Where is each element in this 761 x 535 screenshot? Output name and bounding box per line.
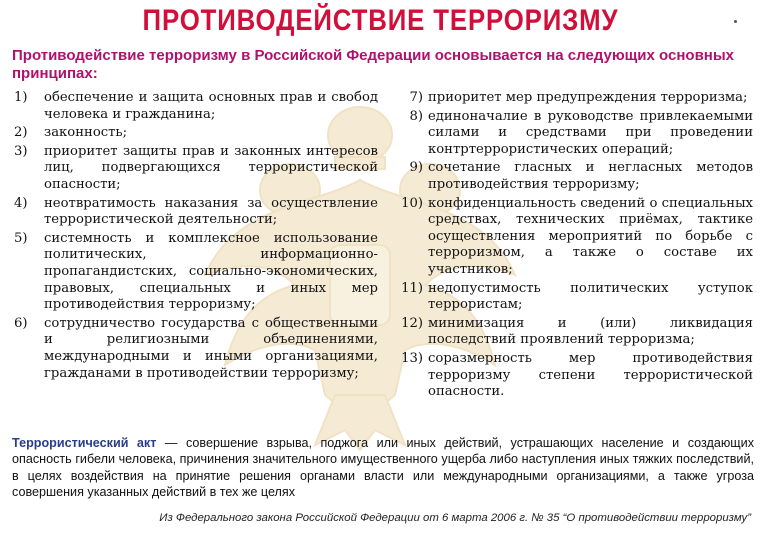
principle-item: [389, 351, 753, 401]
principle-number: 12): [401, 315, 423, 331]
principle-number: 11): [401, 280, 423, 296]
principle-text: недопустимость политических уступок террористам;: [428, 280, 753, 313]
principle-number: 5): [14, 230, 28, 246]
principle-number: 3): [14, 143, 28, 159]
principle-item: [14, 144, 378, 194]
principle-number: 8): [409, 108, 423, 124]
principle-item: [389, 196, 753, 279]
principle-item: [14, 196, 378, 229]
principle-item: [14, 316, 378, 382]
principle-text: единоначалие в руководстве привлекаемыми силами и средствами при проведении контртеррористических операций;: [428, 108, 753, 157]
intro-heading: Противодействие терроризму в Российской Федерации основывается на следующих основных принципах:: [12, 47, 734, 82]
page-title: ПРОТИВОДЕЙСТВИЕ ТЕРРОРИЗМУ: [142, 4, 619, 37]
principles-left-column: [14, 90, 378, 384]
principle-item: [389, 316, 753, 349]
principle-number: 9): [409, 160, 423, 176]
terrorist-act-definition: [12, 435, 754, 500]
principle-item: [389, 109, 753, 159]
principle-number: 2): [14, 125, 28, 141]
definition-text: — совершение взрыва, поджога или иных действий, устрашающих население и создающих опасность гибели человека, причинения значительного имущественного ущерба либо наступления иных тяжких последствий, в целях воздействия на принятие решения органами власти или международными организациями, а также угроза совершения указанных действий в тех же целях: [12, 436, 754, 499]
principle-text: приоритет защиты прав и законных интересов лиц, подвергающихся террористической опасности;: [44, 143, 378, 192]
principle-text: сотрудничество государства с общественными и религиозными объединениями, международными и иными организациями, гражданами в противодействии терроризму;: [44, 315, 378, 381]
principle-number: 4): [14, 195, 28, 211]
principle-text: сочетание гласных и негласных методов противодействия терроризму;: [428, 160, 753, 192]
decorative-dot: [734, 20, 737, 23]
principle-number: 13): [401, 350, 423, 366]
principle-number: 7): [409, 90, 423, 105]
principle-number: 6): [14, 315, 28, 331]
principle-text: конфиденциальность сведений о специальных средствах, технических приёмах, тактике осуществления мероприятий по борьбе с терроризмом, а также о составе их участников;: [428, 195, 753, 277]
principle-text: минимизация и (или) ликвидация последствий проявлений терроризма;: [428, 315, 753, 348]
principle-number: 10): [401, 195, 423, 211]
principle-number: 1): [14, 90, 28, 105]
principle-item: [389, 281, 753, 314]
principle-text: неотвратимость наказания за осуществление террористической деятельности;: [44, 195, 378, 228]
principle-item: [389, 90, 753, 107]
principle-text: соразмерность мер противодействия терроризму степени террористической опасности.: [428, 350, 753, 400]
principle-item: [14, 90, 378, 123]
principle-text: приоритет мер предупреждения терроризма;: [428, 90, 748, 105]
principles-right-column: [389, 90, 753, 403]
principle-item: [389, 160, 753, 193]
source-citation: Из Федерального закона Российской Федерации от 6 марта 2006 г. № 35 “О противодействии терроризму”: [159, 512, 751, 524]
principle-item: [14, 231, 378, 314]
principle-text: обеспечение и защита основных прав и свобод человека и гражданина;: [44, 90, 378, 122]
principle-text: законность;: [44, 125, 128, 141]
definition-term: Террористический акт: [12, 436, 157, 450]
principle-text: системность и комплексное использование политических, информационно-пропагандистских, социально-экономических, правовых, специальных и иных мер противодействия терроризму;: [44, 230, 378, 313]
principle-item: [14, 125, 378, 142]
